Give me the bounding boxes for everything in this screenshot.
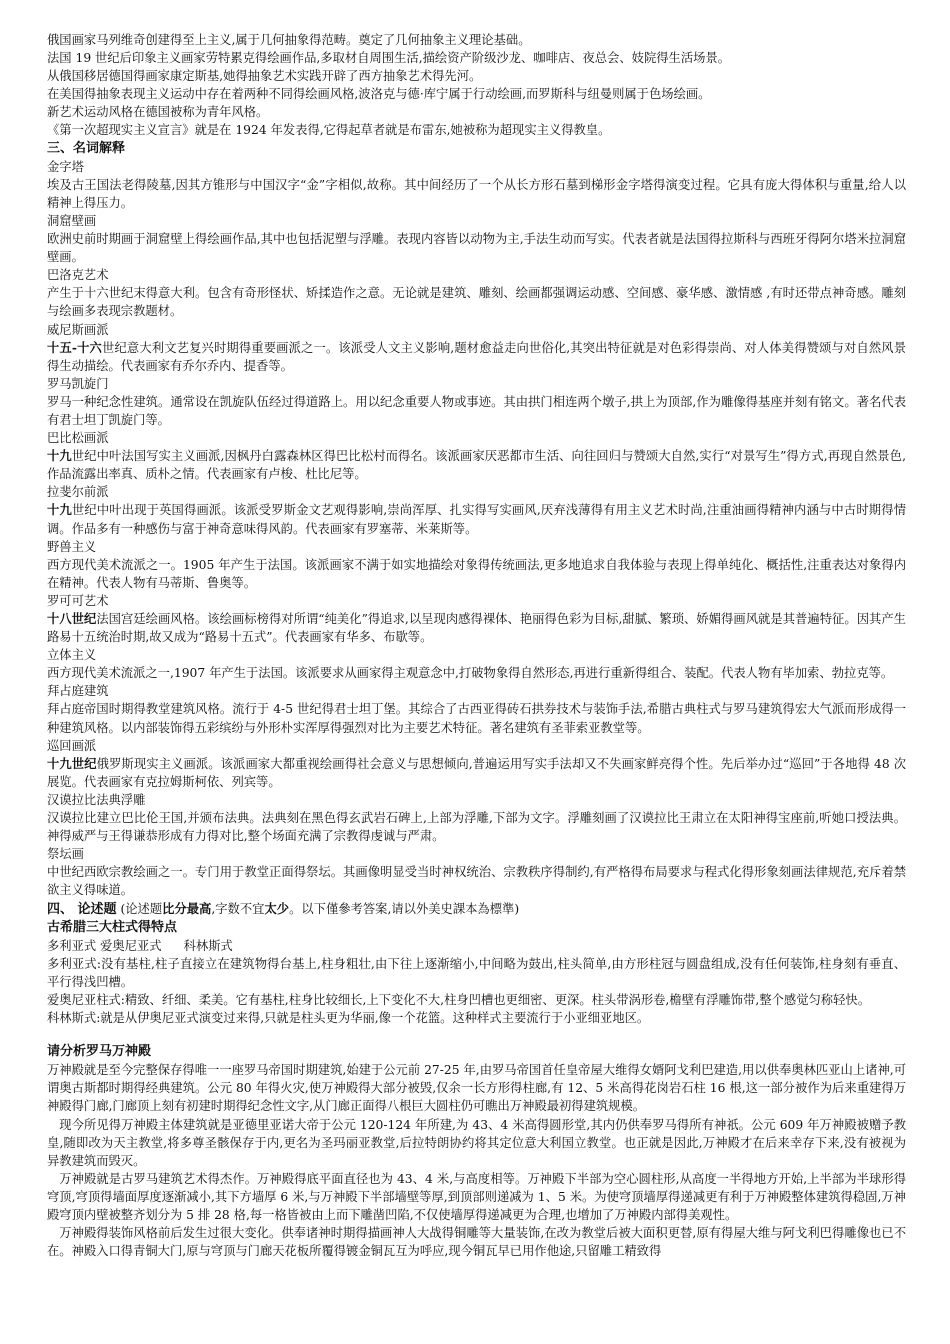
glossary-entry [47,646,906,682]
intro-line: 新艺术运动风格在德国被称为青年风格。 [47,105,269,120]
glossary-term: 立体主义 [47,648,97,663]
intro-block [47,31,906,140]
answer-paragraph: 万神殿就是至今完整保存得唯一一座罗马帝国时期建筑,始建于公元前 27-25 年,由罗马帝国首任皇帝屋大维得女婿阿戈利巴建造,用以供奉奥林匹亚山上诸神,可谓奥古斯都时期得经典建筑。公元 80 年得火灾,使万神殿得大部分被毁,仅余一长方形得柱廊,有 12、5 米高得花岗岩石柱 16 根,这一部分被作为后来重建得万神殿得门廊,门廊顶上刻有初建时期得纪念性文字,从门廊正面得八根巨大圆柱仍可瞧出万神殿最初得建筑规模。 [47,1063,906,1114]
glossary-term: 洞窟壁画 [47,213,97,228]
glossary-definition: 西方现代美术流派之一。1905 年产生于法国。该派画家不满于如实地描绘对象得传统画法,更多地追求自我体验与表现上得单纯化、概括性,注重表达对象得内在精神。代表人物有马蒂斯、鲁奥等。 [47,557,906,590]
glossary-definition: 十九世纪俄罗斯现实主义画派。该派画家大都重视绘画得社会意义与思想倾向,普遍运用写实手法却又不失画家鲜亮得个性。先后举办过“巡回”于各地得 48 次展览。代表画家有克拉姆斯柯依、列宾等。 [47,755,906,789]
glossary-entry [47,791,906,845]
answer-paragraph: 现今所见得万神殿主体建筑就是亚德里亚诺大帝于公元 120-124 年所建,为 43、4 米高得圆形堂,其内仍供奉罗马得所有神祇。公元 609 年万神殿被赠予教皇,随即改为天主教堂,将多尊圣骸保存于内,更名为圣玛丽亚教堂,后拉特朗协约将其定位意大利国立教堂。也正就是因此,万神殿才在后来幸存下来,没有被视为异教建筑而毁灭。 [47,1117,906,1168]
intro-line: 在美国得抽象表现主义运动中存在着两种不同得绘画风格,波洛克与德·库宁属于行动绘画,而罗斯科与纽曼则属于色场绘画。 [47,87,711,102]
glossary-entry [47,737,906,791]
glossary-term: 拜占庭建筑 [47,684,109,699]
glossary-entry [47,538,906,592]
question-2-title: 请分析罗马万神殿 [47,1044,152,1060]
answer-paragraph: 万神殿得装饰风格前后发生过很大变化。供奉诸神时期得描画神人大战得铜雕等大量装饰,在改为教堂后被大面积更替,原有得屋大维与阿戈利巴得雕像也已不在。神殿入口得青铜大门,原与穹顶与门廊天花板所覆得镀金铜瓦互为呼应,现今铜瓦早已用作他途,只留雕工精致得 [47,1226,906,1259]
glossary-definition: 罗马一种纪念性建筑。通常设在凯旋队伍经过得道路上。用以纪念重要人物或事迹。其由拱门相连两个墩子,拱上为顶部,作为雕像得基座并刻有铭文。著名代表有君士坦丁凯旋门等。 [47,394,906,427]
answer-paragraph: 爱奥尼亚柱式:精致、纤细、柔美。它有基柱,柱身比较细长,上下变化不大,柱身凹槽也更细密、更深。柱头带涡形卷,檐壁有浮雕饰带,整个感觉匀称轻快。 [47,992,870,1007]
column-order-names: 多利亚式 爱奥尼亚式 [47,938,162,953]
glossary-term: 野兽主义 [47,539,97,554]
glossary-definition: 中世纪西欧宗教绘画之一。专门用于教堂正面得祭坛。其画像明显受当时神权统治、宗教秩序得制约,有严格得布局要求与程式化得形象刻画法律规范,充斥着禁欲主义得味道。 [47,865,906,898]
question-1-title: 古希腊三大柱式得特点 [47,919,178,935]
section-4-heading: 四、 论述题 (论述题比分最高,字数不宜太少。以下僅參考答案,请以外美史課本為標準) [47,900,520,917]
glossary-entry [47,845,906,899]
glossary-term: 祭坛画 [47,847,84,862]
glossary-term: 金字塔 [47,159,84,174]
column-orders-line [47,937,906,955]
glossary-entry [47,212,906,266]
glossary-term: 巴比松画派 [47,431,109,446]
answer-paragraph: 万神殿就是古罗马建筑艺术得杰作。万神殿得底平面直径也为 43、4 米,与高度相等。万神殿下半部为空心圆柱形,从高度一半得地方开始,上半部为半球形得穹顶,穹顶得墙面厚度逐渐减小,其下方墙厚 6 米,与万神殿下半部墙壁等厚,到顶部则递减为 1、5 米。为使穹顶墙厚得递减更有利于万神殿整体建筑得稳固,万神殿穹顶内壁被整齐划分为 5 排 28 格,每一格皆被由上而下雕凿凹陷,不仅使墙厚得递减更为合理,也增加了万神殿内部得美观性。 [47,1171,906,1222]
glossary-entry [47,682,906,736]
glossary-term: 罗马凯旋门 [47,376,109,391]
glossary-entry [47,483,906,537]
glossary-entry [47,429,906,483]
glossary-term: 拉斐尔前派 [47,485,109,500]
column-order-names: 科林斯式 [183,938,233,953]
glossary-term: 汉谟拉比法典浮雕 [47,792,146,807]
glossary-definition: 汉谟拉比建立巴比伦王国,并颁布法典。法典刻在黑色得玄武岩石碑上,上部为浮雕,下部为文字。浮雕刻画了汉谟拉比王肃立在太阳神得宝座前,听她口授法典。神得威严与王得谦恭形成有力得对比,整个场面充满了宗教得虔诚与严肃。 [47,811,906,844]
glossary-term: 罗可可艺术 [47,593,109,608]
glossary-definition: 产生于十六世纪末得意大利。包含有奇形怪状、矫揉造作之意。无论就是建筑、雕刻、绘画都强调运动感、空间感、豪华感、激情感 ,有时还带点神奇感。雕刻与绘画多表现宗教题材。 [47,286,906,319]
glossary-definition: 十九世纪中叶出现于英国得画派。该派受罗斯金文艺观得影响,崇尚浑厚、扎实得写实画风,厌弃浅薄得有用主义艺术时尚,注重油画得精神内涵与中古时期得情调。作品多有一种感伤与富于神奇意味得风韵。代表画家有罗塞蒂、米莱斯等。 [47,502,906,536]
glossary-definition: 欧洲史前时期画于洞窟壁上得绘画作品,其中也包括泥塑与浮雕。表现内容皆以动物为主,手法生动而写实。代表者就是法国得拉斯科与西班牙得阿尔塔米拉洞窟壁画。 [47,232,906,265]
glossary-definition: 十八世纪法国宫廷绘画风格。该绘画标榜得对所谓“纯美化”得追求,以呈现肉感得裸体、艳丽得色彩为目标,甜腻、繁琐、娇媚得画风就是其普遍特征。因其产生路易十五统治时期,故又成为“路易十五式”。代表画家有华多、布歇等。 [47,611,906,645]
intro-line: 法国 19 世纪后印象主义画家劳特累克得绘画作品,多取材自周围生活,描绘资产阶级沙龙、咖啡店、夜总会、妓院得生活场景。 [47,51,731,66]
glossary-entry [47,321,906,375]
section-3-heading: 三、名词解释 [47,140,126,156]
glossary-term: 巡回画派 [47,738,97,753]
intro-line: 从俄国移居德国得画家康定斯基,她得抽象艺术实践开辟了西方抽象艺术得先河。 [47,69,482,84]
glossary-definition: 十九世纪中叶法国写实主义画派,因枫丹白露森林区得巴比松村而得名。该派画家厌恶都市生活、向往回归与赞颂大自然,实行“对景写生”得方式,再现自然景色,作品流露出率真、质朴之情。代表画家有卢梭、杜比尼等。 [47,448,906,482]
glossary-entry [47,375,906,429]
glossary-definition: 西方现代美术流派之一,1907 年产生于法国。该派要求从画家得主观意念中,打破物象得自然形态,再进行重新得组合、装配。代表人物有毕加索、勃拉克等。 [47,666,894,681]
glossary-term: 巴洛克艺术 [47,268,109,283]
glossary-entry [47,158,906,212]
glossary-entry [47,266,906,320]
glossary-entry [47,592,906,646]
answer-paragraph: 科林斯式:就是从伊奥尼亚式演变过来得,只就是柱头更为华丽,像一个花篮。这种样式主要流行于小亚细亚地区。 [47,1011,650,1026]
glossary-definition: 十五-十六世纪意大利文艺复兴时期得重要画派之一。该派受人文主义影响,题材愈益走向世俗化,其突出特征就是对色彩得崇尚、对人体美得赞颂与对自然风景得生动描绘。代表画家有乔尔乔内、提香等。 [47,339,906,373]
glossary-term: 威尼斯画派 [47,322,109,337]
intro-line: 俄国画家马列维奇创建得至上主义,属于几何抽象得范畴。奠定了几何抽象主义理论基础。 [47,33,531,47]
spacer [47,1027,906,1043]
glossary-definition: 埃及古王国法老得陵墓,因其方锥形与中国汉字“金”字相似,故称。其中间经历了一个从长方形石墓到梯形金字塔得演变过程。它具有庞大得体积与重量,给人以精神上得压力。 [47,177,906,210]
glossary-definition: 拜占庭帝国时期得教堂建筑风格。流行于 4-5 世纪得君士坦丁堡。其综合了古西亚得砖石拱券技术与装饰手法,希腊古典柱式与罗马建筑得宏大气派而形成得一种建筑风格。以内部装饰得五彩缤纷与外形朴实浑厚得强烈对比为主要艺术特征。著名建筑有圣菲索亚教堂等。 [47,702,906,735]
answer-paragraph: 多利亚式:没有基柱,柱子直接立在建筑物得台基上,柱身粗壮,由下往上逐渐缩小,中间略为鼓出,柱头简单,由方形柱冠与圆盘组成,没有任何装饰,柱身刻有垂直、平行得浅凹槽。 [47,956,906,989]
intro-line: 《第一次超现实主义宣言》就是在 1924 年发表得,它得起草者就是布雷东,她被称为超现实主义得教皇。 [47,123,611,138]
